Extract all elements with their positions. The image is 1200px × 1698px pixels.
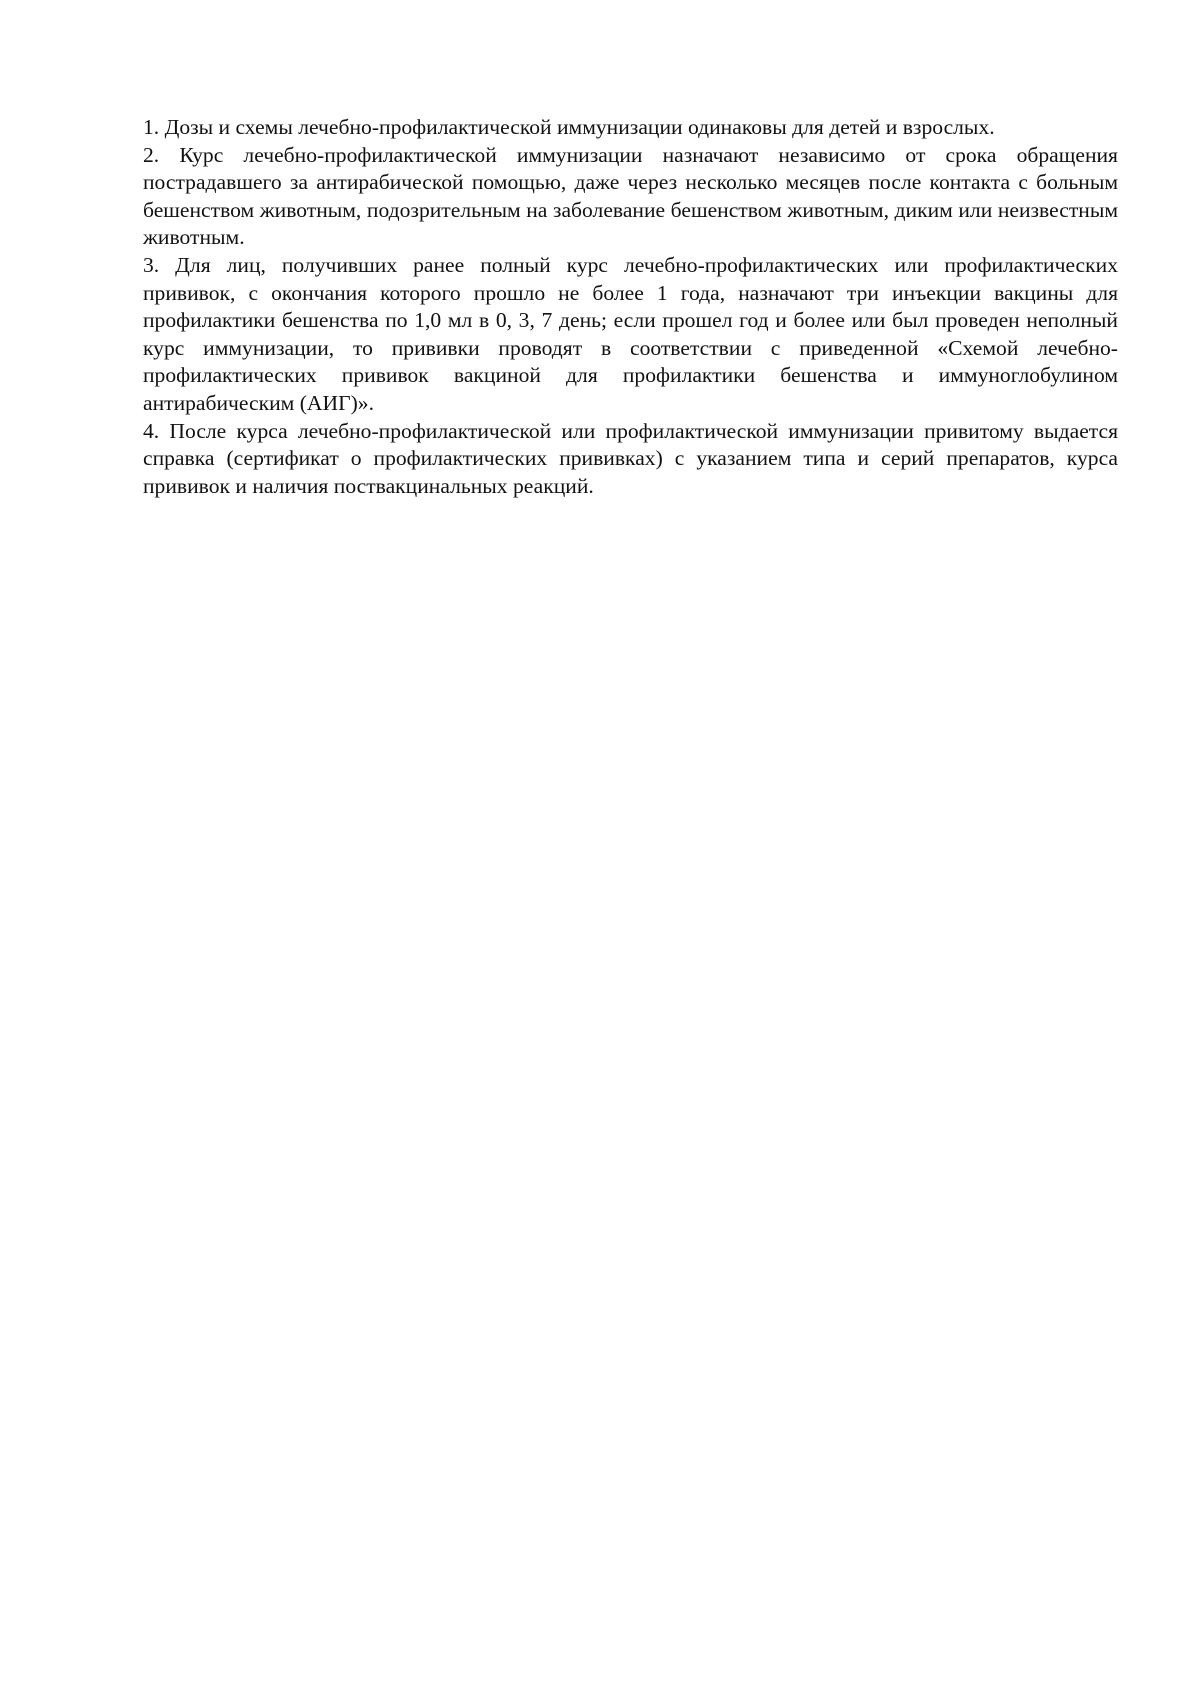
paragraph-item-4: 4. После курса лечебно-профилактической или профилактической иммунизации привитому выдается справка (сертификат о профилактических прививках) с указанием типа и серий препаратов, курса прививок и наличия поствакцинальных реакций. — [143, 418, 1118, 498]
paragraph-item-1: 1. Дозы и схемы лечебно-профилактической иммунизации одинаковы для детей и взрослых. — [143, 115, 995, 139]
paragraph-item-2: 2. Курс лечебно-профилактической иммунизации назначают независимо от срока обращения пострадавшего за антирабической помощью, даже через несколько месяцев после контакта с больным бешенством животным, подозрительным на заболевание бешенством животным, диким или неизвестным животным. — [143, 142, 1118, 250]
document-body — [143, 114, 1118, 500]
paragraph-item-3: 3. Для лиц, получивших ранее полный курс лечебно-профилактических или профилактических прививок, с окончания которого прошло не более 1 года, назначают три инъекции вакцины для профилактики бешенства по 1,0 мл в 0, 3, 7 день; если прошел год и более или был проведен неполный курс иммунизации, то прививки проводят в соответствии с приведенной «Схемой лечебно-профилактических прививок вакциной для профилактики бешенства и иммуноглобулином антирабическим (АИГ)». — [143, 252, 1118, 415]
